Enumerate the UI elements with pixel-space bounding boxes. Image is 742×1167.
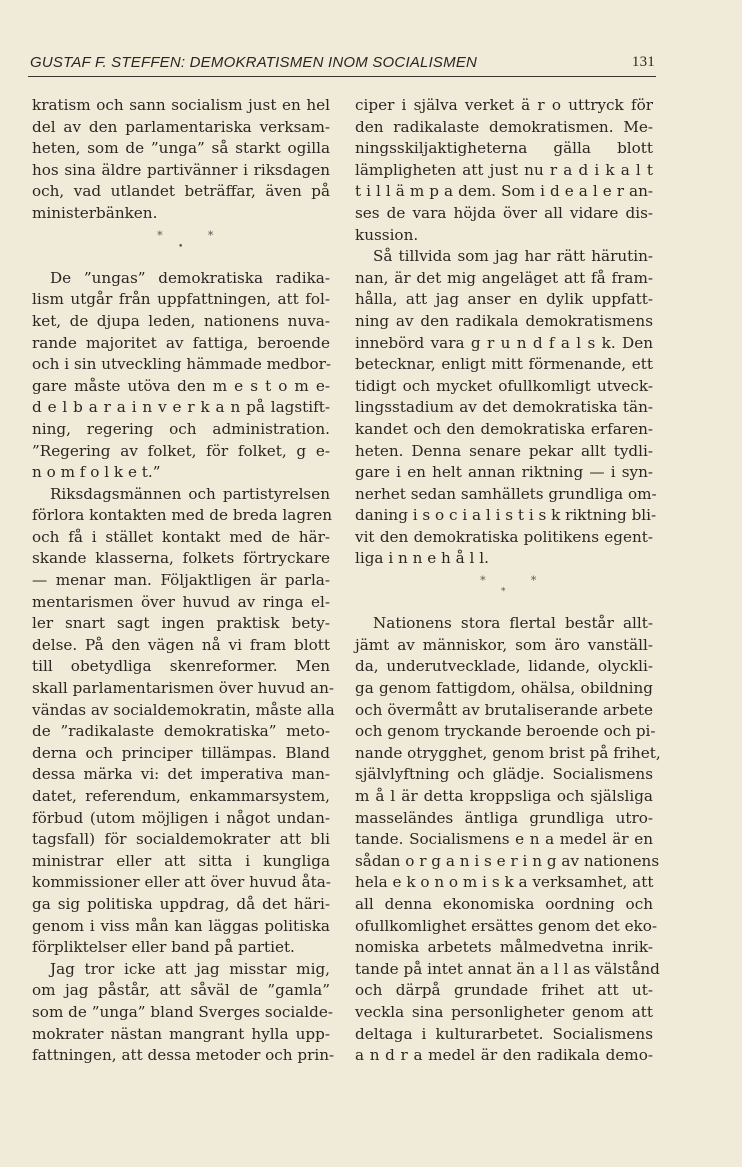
text-line: skande klasserna, folkets förtryckare xyxy=(32,549,330,568)
text-line: gare i en helt annan riktning — i syn- xyxy=(355,463,653,482)
text-line: deltaga i kulturarbetet. Socialismens xyxy=(355,1024,653,1043)
text-line: Nationens stora flertal består allt- xyxy=(373,614,653,633)
text-line: tidigt och mycket ofullkomligt utveck- xyxy=(355,376,653,395)
text-line: veckla sina personligheter genom att xyxy=(355,1002,653,1021)
text-line: ga genom fattigdom, ohälsa, obildning xyxy=(355,679,653,698)
text-line: daning i s o c i a l i s t i s k riktning bli- xyxy=(355,506,657,525)
text-line: heten, som de ”unga” så starkt ogilla xyxy=(32,139,330,158)
text-line: da, underutvecklade, lidande, olyckli- xyxy=(355,657,653,676)
separator-star: * xyxy=(501,587,506,598)
text-line: ning av den radikala demokratismens xyxy=(355,311,653,330)
text-line: kandet och den demokratiska erfaren- xyxy=(355,419,653,438)
header-rule xyxy=(28,76,656,77)
text-line: hos sina äldre partivänner i riksdagen xyxy=(32,160,330,179)
text-line: dessa märka vi: det imperativa man- xyxy=(32,765,330,784)
text-line: rande majoritet av fattiga, beroende xyxy=(32,333,330,352)
section-separator xyxy=(32,225,330,268)
text-line: hålla, att jag anser en dylik uppfatt- xyxy=(355,290,653,309)
text-line: ning, regering och administration. xyxy=(32,419,330,438)
text-line: tande på intet annat än a l l as välstånd xyxy=(355,959,660,978)
text-line: vit den demokratiska politikens egent- xyxy=(355,527,653,546)
text-line: skall parlamentarismen över huvud an- xyxy=(32,679,335,698)
text-line: mentarismen över huvud av ringa el- xyxy=(32,592,330,611)
text-line: d e l b a r a i n v e r k a n på lagstift- xyxy=(32,398,330,417)
text-line: derna och principer tillämpas. Bland xyxy=(32,743,330,762)
text-line: självlyftning och glädje. Socialismens xyxy=(355,765,653,784)
running-header xyxy=(30,52,655,76)
text-line: liga i n n e h å l l. xyxy=(355,549,489,568)
text-line: vändas av socialdemokratin, måste alla xyxy=(32,700,335,719)
text-line: masseländes äntliga grundliga utro- xyxy=(355,808,653,827)
text-line: om jag påstår, att såväl de ”gamla” xyxy=(32,981,330,1000)
text-line: ”Regering av folket, för folket, g e- xyxy=(32,441,330,460)
text-line: del av den parlamentariska verksam- xyxy=(32,117,330,136)
text-line: gare måste utöva den m e s t o m e- xyxy=(32,376,330,395)
separator-star: * xyxy=(207,228,214,242)
text-line: ga sig politiska uppdrag, då det häri- xyxy=(32,894,330,913)
separator-star: * xyxy=(530,574,537,588)
text-line: de ”radikalaste demokratiska” meto- xyxy=(32,722,330,741)
text-line: ningsskiljaktigheterna gälla blott xyxy=(355,139,653,158)
text-line: ciper i själva verket ä r o uttryck för xyxy=(355,96,653,114)
text-line: till obetydliga skenreformer. Men xyxy=(32,657,330,676)
right-column xyxy=(355,95,661,1067)
text-line: Jag tror icke att jag misstar mig, xyxy=(50,959,330,978)
text-line: förpliktelser eller band på partiet. xyxy=(32,938,295,957)
text-line: kussion. xyxy=(355,225,419,244)
text-line: kratism och sann socialism just en hel xyxy=(32,96,330,114)
left-column xyxy=(32,95,335,1067)
text-line: n o m f o l k e t.” xyxy=(32,463,161,482)
text-line: jämt av människor, som äro vanställ- xyxy=(355,635,653,654)
text-line: ket, de djupa leden, nationens nuva- xyxy=(32,311,330,330)
text-line: ofullkomlighet ersättes genom det eko- xyxy=(355,916,658,935)
text-line: förbud (utom möjligen i något undan- xyxy=(32,808,330,827)
text-line: innebörd vara g r u n d f a l s k. Den xyxy=(355,333,653,352)
text-line: lism utgår från uppfattningen, att fol- xyxy=(32,290,330,309)
text-line: De ”ungas” demokratiska radika- xyxy=(50,268,330,287)
text-line: genom i viss mån kan läggas politiska xyxy=(32,916,330,935)
text-line: och övermått av brutaliserande arbete xyxy=(355,700,653,719)
text-line: och genom tryckande beroende och pi- xyxy=(355,722,656,741)
text-line: nan, är det mig angeläget att få fram- xyxy=(355,268,653,287)
text-line: fattningen, att dessa metoder och prin- xyxy=(32,1046,335,1065)
separator-dot: • xyxy=(178,241,184,252)
running-title: GUSTAF F. STEFFEN: DEMOKRATISMEN INOM SOCIALISMEN xyxy=(30,54,478,71)
text-line: och, vad utlandet beträffar, även på xyxy=(32,182,330,201)
separator-star: * xyxy=(480,574,486,588)
text-line: den radikalaste demokratismen. Me- xyxy=(355,117,653,136)
text-line: mokrater nästan mangrant hylla upp- xyxy=(32,1024,330,1043)
text-line: Riksdagsmännen och partistyrelsen xyxy=(50,484,330,503)
text-line: m å l är detta kroppsliga och själsliga xyxy=(355,787,653,805)
text-line: a n d r a medel är den radikala demo- xyxy=(355,1046,653,1065)
text-line: ler snart sagt ingen praktisk bety- xyxy=(32,614,330,633)
text-line: och få i stället kontakt med de här- xyxy=(32,527,330,546)
text-line: — menar man. Följaktligen är parla- xyxy=(32,571,330,590)
text-line: och i sin utveckling hämmade medbor- xyxy=(32,355,332,374)
text-line: tagsfall) för socialdemokrater att bli xyxy=(32,830,330,849)
text-line: nande otrygghet, genom brist på frihet, xyxy=(355,743,661,762)
text-line: sådan o r g a n i s e r i n g av nationens xyxy=(355,851,660,870)
separator-star: * xyxy=(157,228,163,242)
text-line: Så tillvida som jag har rätt härutin- xyxy=(373,247,653,266)
text-line: nomiska arbetets målmedvetna inrik- xyxy=(355,938,653,957)
section-separator xyxy=(355,570,653,613)
text-line: all denna ekonomiska oordning och xyxy=(355,894,653,913)
text-line: ministrar eller att sitta i kungliga xyxy=(32,851,330,870)
text-line: lingsstadium av det demokratiska tän- xyxy=(355,398,653,417)
text-line: kommissioner eller att över huvud åta- xyxy=(32,873,331,892)
text-line: tande. Socialismens e n a medel är en xyxy=(355,830,653,849)
text-line: och därpå grundade frihet att ut- xyxy=(355,981,653,1000)
text-line: förlora kontakten med de breda lagren xyxy=(32,506,333,525)
text-line: t i l l ä m p a dem. Som i d e a l e r an- xyxy=(355,182,653,201)
text-line: ses de vara höjda över all vidare dis- xyxy=(355,203,653,222)
text-line: datet, referendum, enkammarsystem, xyxy=(32,787,330,805)
page-number: 131 xyxy=(631,54,655,70)
text-line: delse. På den vägen nå vi fram blott xyxy=(32,635,330,654)
text-line: nerhet sedan samhällets grundliga om- xyxy=(355,484,657,503)
text-line: hela e k o n o m i s k a verksamhet, att xyxy=(355,873,654,892)
text-line: lämpligheten att just nu r a d i k a l t xyxy=(355,160,653,179)
text-line: som de ”unga” bland Sverges socialde- xyxy=(32,1002,333,1021)
text-line: betecknar, enligt mitt förmenande, ett xyxy=(355,355,653,374)
text-line: ministerbänken. xyxy=(32,203,158,222)
text-line: heten. Denna senare pekar allt tydli- xyxy=(355,441,653,460)
